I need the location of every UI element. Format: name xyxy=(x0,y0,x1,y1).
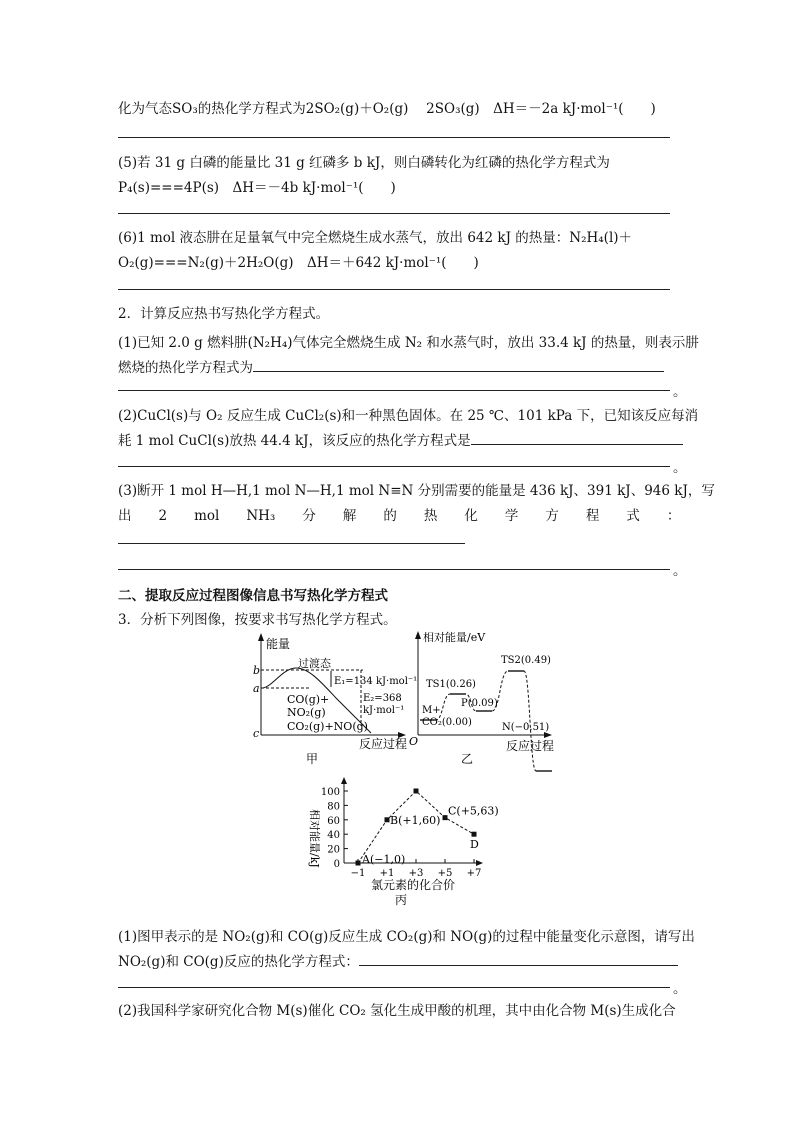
point-label: D xyxy=(470,838,479,852)
x-axis-label: 反应过程 xyxy=(359,737,408,751)
q2-part1-line1: (1)已知 2.0 g 燃料肼(N₂H₄)气体完全燃烧生成 N₂ 和水蒸气时，放出 33.4 kJ 的热量，则表示肼 xyxy=(118,335,699,351)
e2-unit-label: kJ·mol⁻¹ xyxy=(363,705,405,716)
period: 。 xyxy=(673,384,687,400)
data-point xyxy=(385,817,390,822)
chart-caption: 甲 xyxy=(306,752,319,766)
answer-blank[interactable] xyxy=(471,431,683,445)
y-tick-label: 60 xyxy=(327,815,340,827)
q2-part2-line1: (2)CuCl(s)与 O₂ 反应生成 CuCl₂(s)和一种黑色固体。在 25 ℃、101 kPa 下，已知该反应每消 xyxy=(118,408,699,424)
chart-jia xyxy=(251,630,431,765)
point-label-n: N(−0.51) xyxy=(502,722,550,733)
point-label-ts1: TS1(0.26) xyxy=(426,679,476,690)
q2-part2-line2 xyxy=(118,429,683,449)
y-tick-label: 100 xyxy=(320,787,340,798)
y-axis-label: 相对能量/eV xyxy=(423,631,486,644)
answer-blank[interactable] xyxy=(118,543,465,544)
q3-part2-line1: (2)我国科学家研究化合物 M(s)催化 CO₂ 氢化生成甲酸的机理，其中由化合物 M(s)生成化合 xyxy=(118,1003,676,1019)
data-point xyxy=(414,789,419,794)
answer-line[interactable] xyxy=(118,390,670,391)
q2-part1-line2 xyxy=(118,356,664,376)
chart-caption: 乙 xyxy=(461,752,474,766)
product-label: CO₂(g)+NO(g) xyxy=(287,720,368,733)
q2-title: 2．计算反应热书写热化学方程式。 xyxy=(118,306,330,322)
q3-title: 3．分析下列图像，按要求书写热化学方程式。 xyxy=(118,612,397,628)
q1-item6-line2: O₂(g)===N₂(g)＋2H₂O(g) ΔH＝＋642 kJ·mol⁻¹( ) xyxy=(118,255,479,271)
answer-line[interactable] xyxy=(118,466,670,467)
q3-part1-line2 xyxy=(118,950,678,970)
reactant-label-2: NO₂(g) xyxy=(287,706,326,719)
q2-part3-line2: 出 2 mol NH₃ 分 解 的 热 化 学 方 程 式 ： xyxy=(118,508,681,524)
x-tick-label: +1 xyxy=(379,868,395,879)
y-tick-label: 0 xyxy=(333,859,340,870)
point-label: B(+1,60) xyxy=(390,813,441,827)
x-axis-label: 反应过程 xyxy=(506,739,555,753)
y-tick-label: c xyxy=(253,727,260,740)
q1-item6-line1: (6)1 mol 液态肼在足量氧气中完全燃烧生成水蒸气，放出 642 kJ 的热量：N₂H₄(l)＋ xyxy=(118,230,633,246)
reactant-label: CO(g)+ xyxy=(287,693,330,706)
data-point xyxy=(356,861,361,866)
section-heading: 二、提取反应过程图像信息书写热化学方程式 xyxy=(118,588,388,604)
x-tick-label: +5 xyxy=(437,868,453,879)
point-label: C(+5,63) xyxy=(448,804,499,818)
y-tick-label: 80 xyxy=(327,801,340,813)
transition-state-label: 过渡态 xyxy=(298,657,331,670)
period: 。 xyxy=(673,563,687,579)
q1-item5-line1: (5)若 31 g 白磷的能量比 31 g 红磷多 b kJ，则白磷转化为红磷的热化学方程式为 xyxy=(118,155,610,171)
point-label-co2: CO₂(0.00) xyxy=(422,717,472,728)
q2-part1-prompt: 燃烧的热化学方程式为 xyxy=(118,360,253,376)
period: 。 xyxy=(673,981,687,997)
answer-line xyxy=(118,137,670,138)
point-label-ts2: TS2(0.49) xyxy=(501,655,551,666)
chart-caption: 丙 xyxy=(395,893,408,907)
e2-label: E₂=368 xyxy=(363,693,402,704)
answer-line[interactable] xyxy=(118,569,670,570)
answer-line xyxy=(118,213,670,214)
period: 。 xyxy=(673,460,687,476)
e1-label: E₁=134 kJ·mol⁻¹ xyxy=(334,676,418,687)
q1-item5-line2: P₄(s)===4P(s) ΔH＝－4b kJ·mol⁻¹( ) xyxy=(118,180,396,196)
q2-part2-prompt: 耗 1 mol CuCl(s)放热 44.4 kJ，该反应的热化学方程式是 xyxy=(118,433,471,449)
y-tick-label: 40 xyxy=(327,830,340,842)
x-axis-label: 氯元素的化合价 xyxy=(371,878,456,892)
x-tick-label: −1 xyxy=(350,868,366,879)
point-label: A(−1,0) xyxy=(362,853,406,866)
q1-item4-text: 化为气态SO₃的热化学方程式为2SO₂(g)＋O₂(g) 2SO₃(g) ΔH＝－2a kJ·mol⁻¹( ) xyxy=(118,101,656,117)
data-series xyxy=(356,789,499,867)
q2-part3-line1: (3)断开 1 mol H—H,1 mol N—H,1 mol N≡N 分别需要的能量是 436 kJ、391 kJ、946 kJ，写 xyxy=(118,483,715,499)
x-tick-label: +3 xyxy=(408,868,424,879)
data-point xyxy=(472,832,477,837)
y-tick-label: b xyxy=(253,664,261,677)
answer-line xyxy=(118,289,670,290)
q3-part1-prompt: NO₂(g)和 CO(g)反应的热化学方程式： xyxy=(118,954,359,970)
y-axis-label: 相对能量/kJ xyxy=(308,809,321,868)
answer-blank[interactable] xyxy=(253,358,664,372)
answer-blank[interactable] xyxy=(359,952,678,966)
y-axis-label: 能量 xyxy=(266,637,291,651)
y-tick-label: 20 xyxy=(327,844,340,856)
answer-line[interactable] xyxy=(118,987,670,988)
data-point xyxy=(443,815,448,820)
point-label-m: M+ xyxy=(422,705,441,716)
point-label-p: P(0.09) xyxy=(461,698,498,709)
q3-part1-line1: (1)图甲表示的是 NO₂(g)和 CO(g)反应生成 CO₂(g)和 NO(g)的过程中能量变化示意图，请写出 xyxy=(118,929,695,945)
y-tick-label: a xyxy=(253,682,260,695)
chart-yi xyxy=(406,625,556,765)
chart-bing xyxy=(303,777,499,917)
x-tick-label: +7 xyxy=(466,868,482,879)
origin-label: O xyxy=(409,735,419,748)
